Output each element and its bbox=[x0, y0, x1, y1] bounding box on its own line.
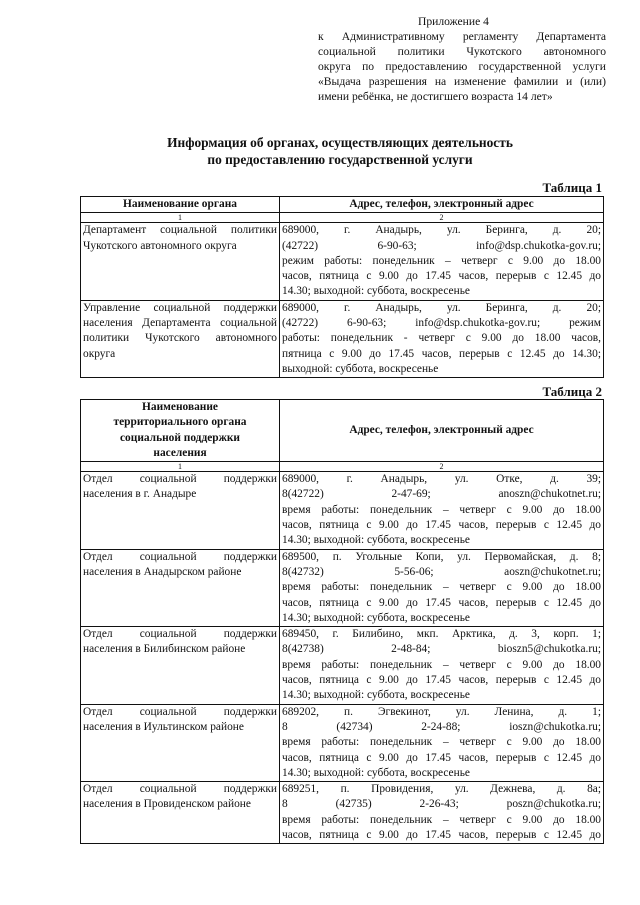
table-row bbox=[81, 223, 604, 300]
contact-line: время работы: понедельник – четверг с 9.00 до 18.00 bbox=[282, 581, 601, 594]
contact-line: 8(42738) 2-48-84; bioszn5@chukotka.ru; bbox=[282, 643, 601, 656]
contact-line: 689000, г. Анадырь, ул. Беринга, д. 20; bbox=[282, 224, 601, 237]
organ-name: Отдел социальной поддержки населения в Провиденском районе bbox=[81, 782, 280, 844]
table1-col2-header: Адрес, телефон, электронный адрес bbox=[280, 197, 604, 213]
table1-caption: Таблица 1 bbox=[542, 180, 602, 195]
contact-line: 8(42722) 2-47-69; anoszn@chukotnet.ru; bbox=[282, 488, 601, 501]
contact-line: часов, пятница с 9.00 до 17.45 часов, перерыв с 12.45 до bbox=[282, 751, 601, 764]
section-heading bbox=[60, 134, 620, 168]
organ-contacts bbox=[280, 223, 604, 300]
appendix-line: округа по предоставлению государственной услуги bbox=[318, 60, 606, 73]
contact-line: время работы: понедельник – четверг с 9.00 до 18.00 bbox=[282, 813, 601, 826]
contact-line: время работы: понедельник – четверг с 9.00 до 18.00 bbox=[282, 503, 601, 516]
contact-line: 689450, г. Билибино, мкп. Арктика, д. 3, корп. 1; bbox=[282, 628, 601, 641]
contact-line: часов, пятница с 9.00 до 17.45 часов, перерыв с 12.45 до bbox=[282, 829, 601, 842]
contact-line: 14.30; выходной: суббота, воскресенье bbox=[282, 689, 470, 702]
table-row bbox=[81, 704, 604, 781]
table2-col1-header: Наименование территориального органа социальной поддержки населения bbox=[81, 400, 280, 462]
contact-line: (42722) 6-90-63; info@dsp.chukotka-gov.ru; режим bbox=[282, 317, 601, 330]
table-row bbox=[81, 300, 604, 377]
organ-contacts bbox=[280, 782, 604, 844]
contact-line: 14.30; выходной: суббота, воскресенье bbox=[282, 611, 470, 624]
contact-line: 14.30; выходной: суббота, воскресенье bbox=[282, 285, 470, 298]
contact-line: 689000, г. Анадырь, ул. Беринга, д. 20; bbox=[282, 301, 601, 314]
organ-contacts bbox=[280, 300, 604, 377]
contact-line: время работы: понедельник – четверг с 9.00 до 18.00 bbox=[282, 736, 601, 749]
contact-line: 8 (42734) 2-24-88; ioszn@chukotka.ru; bbox=[282, 720, 601, 733]
contact-line: режим работы: понедельник – четверг с 9.00 до 18.00 bbox=[282, 254, 601, 267]
contact-line: часов, пятница с 9.00 до 17.45 часов, перерыв с 12.45 до bbox=[282, 674, 601, 687]
table-row bbox=[81, 549, 604, 626]
contact-line: работы: понедельник - четверг с 9.00 до 18.00 часов, bbox=[282, 332, 601, 345]
table-row bbox=[81, 627, 604, 704]
table2-col1-number: 1 bbox=[81, 462, 280, 472]
contact-line: 689500, п. Угольные Копи, ул. Первомайская, д. 8; bbox=[282, 550, 601, 563]
table1-col1-number: 1 bbox=[81, 213, 280, 223]
heading-line-1: Информация об органах, осуществляющих деятельность bbox=[167, 135, 513, 150]
contact-line: часов, пятница с 9.00 до 17.45 часов, перерыв с 12.45 до bbox=[282, 270, 601, 283]
table2-col2-header: Адрес, телефон, электронный адрес bbox=[280, 400, 604, 462]
contact-line: 689202, п. Эгвекинот, ул. Ленина, д. 1; bbox=[282, 705, 601, 718]
table1-col1-header: Наименование органа bbox=[81, 197, 280, 213]
appendix-line: к Административному регламенту Департамента bbox=[318, 30, 606, 43]
appendix-block bbox=[318, 14, 606, 104]
organ-contacts bbox=[280, 549, 604, 626]
appendix-line: социальной политики Чукотского автономного bbox=[318, 45, 606, 58]
contact-line: 689000, г. Анадырь, ул. Отке, д. 39; bbox=[282, 473, 601, 486]
contact-line: пятница с 9.00 до 17.45 часов, перерыв с 12.45 до 14.30; bbox=[282, 347, 601, 360]
organ-contacts bbox=[280, 704, 604, 781]
organ-contacts bbox=[280, 627, 604, 704]
table-2 bbox=[80, 399, 604, 844]
organ-name: Управление социальной поддержки населения Департамента социальной политики Чукотского автономного округа bbox=[81, 300, 280, 377]
appendix-line: имени ребёнка, не достигшего возраста 14 лет» bbox=[318, 90, 553, 103]
organ-contacts bbox=[280, 472, 604, 549]
contact-line: часов, пятница с 9.00 до 17.45 часов, перерыв с 12.45 до bbox=[282, 519, 601, 532]
organ-name: Департамент социальной политики Чукотского автономного округа bbox=[81, 223, 280, 300]
contact-line: время работы: понедельник – четверг с 9.00 до 18.00 bbox=[282, 658, 601, 671]
table1-col2-number: 2 bbox=[280, 213, 604, 223]
table-row bbox=[81, 472, 604, 549]
contact-line: 14.30; выходной: суббота, воскресенье bbox=[282, 534, 470, 547]
table-row bbox=[81, 782, 604, 844]
contact-line: часов, пятница с 9.00 до 17.45 часов, перерыв с 12.45 до bbox=[282, 596, 601, 609]
appendix-line: «Выдача разрешения на изменение фамилии и (или) bbox=[318, 75, 606, 88]
table2-caption: Таблица 2 bbox=[542, 384, 602, 399]
contact-line: выходной: суббота, воскресенье bbox=[282, 362, 439, 375]
appendix-title: Приложение 4 bbox=[418, 15, 489, 28]
contact-line: 689251, п. Провидения, ул. Дежнева, д. 8а; bbox=[282, 783, 601, 796]
contact-line: 14.30; выходной: суббота, воскресенье bbox=[282, 766, 470, 779]
contact-line: 8(42732) 5-56-06; aoszn@chukotnet.ru; bbox=[282, 565, 601, 578]
organ-name: Отдел социальной поддержки населения в г. Анадыре bbox=[81, 472, 280, 549]
contact-line: 8 (42735) 2-26-43; poszn@chukotka.ru; bbox=[282, 798, 601, 811]
organ-name: Отдел социальной поддержки населения в Анадырском районе bbox=[81, 549, 280, 626]
table2-col2-number: 2 bbox=[280, 462, 604, 472]
organ-name: Отдел социальной поддержки населения в Иультинском районе bbox=[81, 704, 280, 781]
organ-name: Отдел социальной поддержки населения в Билибинском районе bbox=[81, 627, 280, 704]
heading-line-2: по предоставлению государственной услуги bbox=[207, 152, 473, 167]
table-1 bbox=[80, 196, 604, 378]
contact-line: (42722) 6-90-63; info@dsp.chukotka-gov.ru; bbox=[282, 239, 601, 252]
